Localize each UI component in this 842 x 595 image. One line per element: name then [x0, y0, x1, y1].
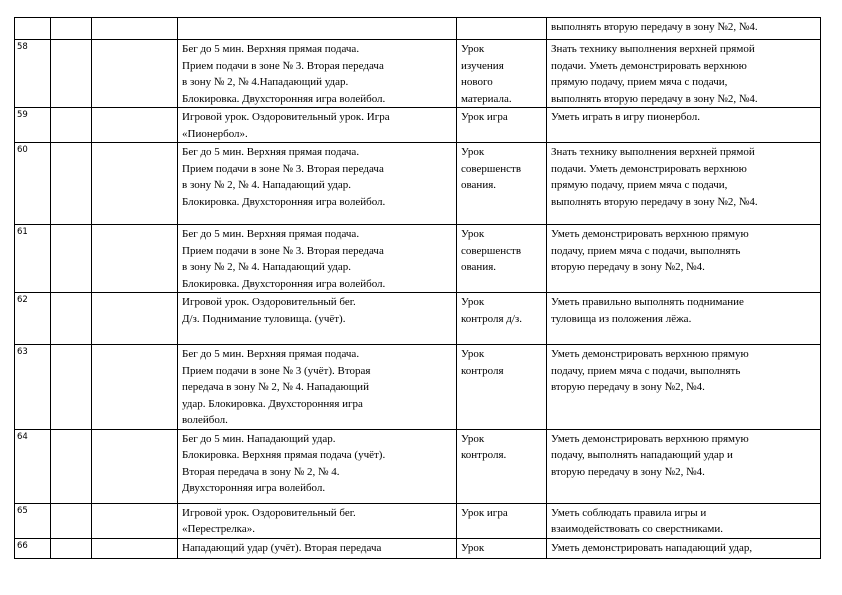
text-line: Уметь демонстрировать верхнюю прямую: [551, 432, 749, 445]
text-line: Урок: [461, 146, 485, 158]
lesson-content-cell: [178, 108, 457, 143]
date-plan-cell: [51, 345, 92, 430]
text-line: туловища из положения лёжа.: [551, 312, 692, 325]
date-plan-cell: [51, 18, 92, 40]
text-line: Двухсторонняя игра волейбол.: [182, 482, 326, 494]
date-fact-cell: [92, 538, 178, 558]
text-line: взаимодействовать со сверстниками.: [551, 523, 723, 535]
lesson-number-cell: 62: [15, 293, 51, 345]
lesson-number-cell: [15, 18, 51, 40]
lesson-type-cell: [457, 503, 547, 538]
lesson-number-cell: 59: [15, 108, 51, 143]
lesson-type-cell: [457, 538, 547, 558]
table-row: [15, 108, 821, 143]
text-line: подачи. Уметь демонстрировать верхнюю: [551, 59, 747, 72]
table-row: [15, 429, 821, 503]
table-row: [15, 143, 821, 225]
table-row: [15, 345, 821, 430]
text-line: Урок игра: [461, 111, 508, 123]
text-line: Игровой урок. Оздоровительный урок. Игра: [182, 111, 390, 123]
date-plan-cell: [51, 293, 92, 345]
text-line: Прием подачи в зоне № 3 (учёт). Вторая: [182, 364, 371, 377]
text-line: Бег до 5 мин. Верхняя прямая подача.: [182, 43, 360, 55]
text-line: нового: [461, 76, 493, 88]
lesson-type-cell: [457, 293, 547, 345]
text-line: Знать технику выполнения верхней прямой: [551, 146, 755, 158]
lesson-content-cell: [178, 18, 457, 40]
text-line: Урок: [461, 228, 485, 240]
text-line: материала.: [461, 92, 512, 105]
text-line: выполнять вторую передачу в зону №2, №4.: [551, 21, 758, 33]
text-line: Урок: [461, 43, 485, 55]
text-line: Бег до 5 мин. Нападающий удар.: [182, 432, 336, 445]
expected-result-cell: [547, 18, 821, 40]
table-row: [15, 293, 821, 345]
date-plan-cell: [51, 429, 92, 503]
text-line: Прием подачи в зоне № 3. Вторая передача: [182, 59, 384, 72]
lesson-type-cell: [457, 108, 547, 143]
text-line: Бег до 5 мин. Верхняя прямая подача.: [182, 228, 360, 240]
text-line: Уметь играть в игру пионербол.: [551, 111, 700, 123]
lesson-type-cell: [457, 225, 547, 293]
expected-result-cell: [547, 538, 821, 558]
lesson-number-cell: 65: [15, 503, 51, 538]
text-line: Урок: [461, 348, 485, 360]
date-plan-cell: [51, 503, 92, 538]
date-plan-cell: [51, 108, 92, 143]
text-line: контроля.: [461, 449, 507, 461]
text-line: подачу, прием мяча с подачи, выполнять: [551, 364, 741, 377]
lesson-number-cell: 61: [15, 225, 51, 293]
text-line: Блокировка. Верхняя прямая подача (учёт).: [182, 449, 386, 461]
date-fact-cell: [92, 225, 178, 293]
lesson-content-cell: [178, 143, 457, 225]
text-line: прямую подачу, прием мяча с подачи,: [551, 179, 728, 191]
lesson-content-cell: [178, 225, 457, 293]
expected-result-cell: [547, 225, 821, 293]
date-plan-cell: [51, 225, 92, 293]
text-line: Уметь правильно выполнять поднимание: [551, 296, 744, 308]
text-line: Уметь демонстрировать верхнюю прямую: [551, 348, 749, 360]
lesson-type-cell: [457, 143, 547, 225]
lesson-type-cell: [457, 429, 547, 503]
lesson-number-cell: 58: [15, 40, 51, 108]
expected-result-cell: [547, 40, 821, 108]
text-line: Блокировка. Двухсторонняя игра волейбол.: [182, 277, 386, 290]
text-line: совершенств: [461, 244, 522, 257]
lesson-content-cell: [178, 503, 457, 538]
lesson-type-cell: [457, 345, 547, 430]
text-line: в зону № 2, № 4. Нападающий удар.: [182, 179, 352, 191]
date-fact-cell: [92, 293, 178, 345]
text-line: выполнять вторую передачу в зону №2, №4.: [551, 195, 758, 208]
text-line: Урок: [461, 432, 485, 445]
text-line: Вторая передача в зону № 2, № 4.: [182, 465, 340, 478]
text-line: выполнять вторую передачу в зону №2, №4.: [551, 92, 758, 105]
date-fact-cell: [92, 108, 178, 143]
date-fact-cell: [92, 143, 178, 225]
lesson-plan-body: [15, 18, 821, 559]
text-line: Урок: [461, 296, 485, 308]
table-row: [15, 538, 821, 558]
expected-result-cell: [547, 503, 821, 538]
lesson-type-cell: [457, 18, 547, 40]
text-line: вторую передачу в зону №2, №4.: [551, 381, 705, 393]
text-line: Бег до 5 мин. Верхняя прямая подача.: [182, 146, 360, 158]
text-line: волейбол.: [182, 414, 228, 426]
text-line: совершенств: [461, 162, 522, 175]
lesson-plan-table: [14, 17, 821, 559]
text-line: Блокировка. Двухсторонняя игра волейбол.: [182, 195, 386, 208]
table-row: [15, 503, 821, 538]
expected-result-cell: [547, 345, 821, 430]
date-fact-cell: [92, 503, 178, 538]
text-line: ования.: [461, 179, 497, 191]
lesson-type-cell: [457, 40, 547, 108]
date-plan-cell: [51, 538, 92, 558]
text-line: Д/з. Поднимание туловища. (учёт).: [182, 312, 346, 325]
text-line: подачи. Уметь демонстрировать верхнюю: [551, 162, 747, 175]
lesson-number-cell: 64: [15, 429, 51, 503]
text-line: Бег до 5 мин. Верхняя прямая подача.: [182, 348, 360, 360]
text-line: в зону № 2, № 4.Нападающий удар.: [182, 76, 349, 88]
lesson-number-cell: 63: [15, 345, 51, 430]
table-row: [15, 225, 821, 293]
text-line: удар. Блокировка. Двухсторонняя игра: [182, 397, 363, 410]
table-row: [15, 18, 821, 40]
text-line: контроля: [461, 364, 504, 377]
text-line: подачу, прием мяча с подачи, выполнять: [551, 244, 741, 257]
text-line: в зону № 2, № 4. Нападающий удар.: [182, 261, 352, 273]
expected-result-cell: [547, 143, 821, 225]
text-line: Уметь демонстрировать верхнюю прямую: [551, 228, 749, 240]
lesson-content-cell: [178, 345, 457, 430]
text-line: вторую передачу в зону №2, №4.: [551, 261, 705, 273]
text-line: ования.: [461, 261, 497, 273]
date-fact-cell: [92, 18, 178, 40]
text-line: «Перестрелка».: [182, 523, 255, 535]
text-line: Знать технику выполнения верхней прямой: [551, 43, 755, 55]
text-line: Уметь соблюдать правила игры и: [551, 506, 707, 519]
date-plan-cell: [51, 143, 92, 225]
text-line: Игровой урок. Оздоровительный бег.: [182, 296, 356, 308]
text-line: вторую передачу в зону №2, №4.: [551, 465, 705, 478]
text-line: Нападающий удар (учёт). Вторая передача: [182, 541, 382, 554]
date-fact-cell: [92, 429, 178, 503]
text-line: Урок игра: [461, 506, 508, 519]
text-line: передача в зону № 2, № 4. Нападающий: [182, 381, 369, 393]
text-line: Прием подачи в зоне № 3. Вторая передача: [182, 244, 384, 257]
lesson-content-cell: [178, 429, 457, 503]
lesson-number-cell: 66: [15, 538, 51, 558]
lesson-content-cell: [178, 538, 457, 558]
text-line: Прием подачи в зоне № 3. Вторая передача: [182, 162, 384, 175]
date-plan-cell: [51, 40, 92, 108]
text-line: Игровой урок. Оздоровительный бег.: [182, 506, 356, 519]
table-row: [15, 40, 821, 108]
text-line: прямую подачу, прием мяча с подачи,: [551, 76, 728, 88]
expected-result-cell: [547, 429, 821, 503]
date-fact-cell: [92, 345, 178, 430]
text-line: подачу, выполнять нападающий удар и: [551, 449, 733, 461]
text-line: Уметь демонстрировать нападающий удар,: [551, 541, 753, 554]
text-line: изучения: [461, 59, 504, 72]
lesson-content-cell: [178, 40, 457, 108]
expected-result-cell: [547, 108, 821, 143]
lesson-number-cell: 60: [15, 143, 51, 225]
text-line: Блокировка. Двухсторонняя игра волейбол.: [182, 92, 386, 105]
date-fact-cell: [92, 40, 178, 108]
lesson-content-cell: [178, 293, 457, 345]
text-line: контроля д/з.: [461, 312, 523, 325]
expected-result-cell: [547, 293, 821, 345]
text-line: Урок: [461, 541, 485, 554]
text-line: «Пионербол».: [182, 127, 248, 140]
